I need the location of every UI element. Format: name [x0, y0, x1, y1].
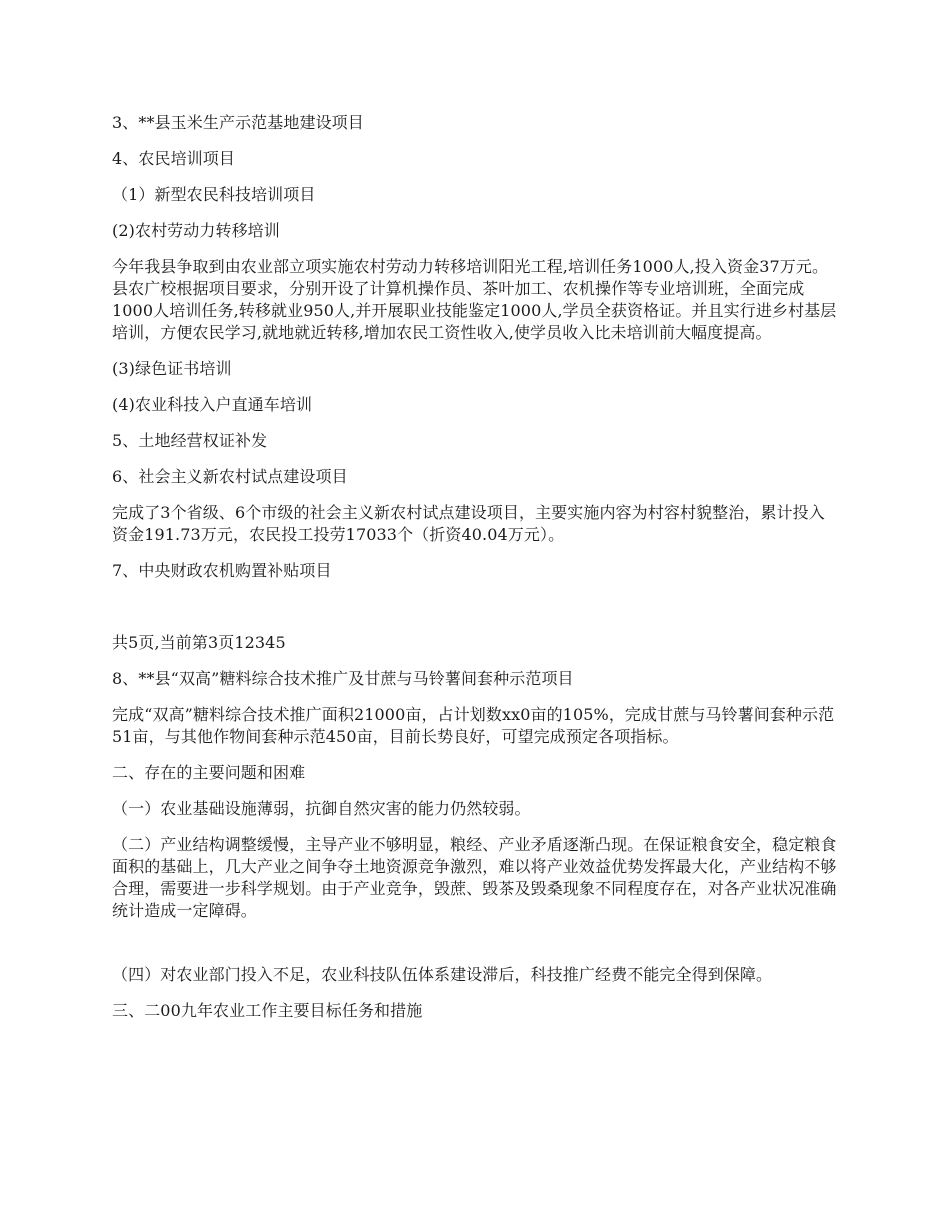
body-sugar-project: 完成“双高”糖料综合技术推广面积21000亩，占计划数xx0亩的105%，完成甘蔗与马铃薯间套种示范51亩，与其他作物间套种示范450亩，目前长势良好，可望完成预定各项指标。 — [112, 705, 835, 746]
heading-machinery-subsidy: 7、中央财政农机购置补贴项目 — [112, 561, 332, 580]
heading-labor-transfer: (2)农村劳动力转移培训 — [112, 221, 280, 240]
body-new-village: 完成了3个省级、6个市级的社会主义新农村试点建设项目，主要实施内容为村容村貌整治，累计投入资金191.73万元，农民投工投劳17033个（折资40.04万元）。 — [112, 503, 825, 544]
problem-2: （二）产业结构调整缓慢，主导产业不够明显，粮经、产业矛盾逐渐凸现。在保证粮食安全，稳定粮食面积的基础上，几大产业之间争夺土地资源竞争激烈，难以将产业效益优势发挥最大化，产业结构不够合理，需要进一步科学规划。由于产业竞争，毁蔗、毁茶及毁桑现象不同程度存在，对各产业状况准确统计造成一定障碍。 — [112, 835, 837, 920]
pagination-text: 共5页,当前第3页12345 — [112, 633, 286, 652]
heading-green-cert: (3)绿色证书培训 — [112, 359, 232, 378]
heading-new-farmer-training: （1）新型农民科技培训项目 — [112, 185, 316, 204]
heading-farmer-training: 4、农民培训项目 — [112, 149, 235, 168]
heading-2009-goals: 三、二00九年农业工作主要目标任务和措施 — [112, 1001, 423, 1020]
heading-tech-household: (4)农业科技入户直通车培训 — [112, 395, 313, 414]
heading-problems: 二、存在的主要问题和困难 — [112, 763, 306, 782]
heading-corn-base: 3、**县玉米生产示范基地建设项目 — [112, 113, 364, 132]
heading-land-cert: 5、土地经营权证补发 — [112, 431, 268, 450]
heading-new-village: 6、社会主义新农村试点建设项目 — [112, 467, 348, 486]
problem-1: （一）农业基础设施薄弱，抗御自然灾害的能力仍然较弱。 — [112, 799, 531, 818]
body-labor-transfer: 今年我县争取到由农业部立项实施农村劳动力转移培训阳光工程,培训任务1000人,投入资金37万元。县农广校根据项目要求，分别开设了计算机操作员、茶叶加工、农机操作等专业培训班，全面完成1000人培训任务,转移就业950人,并开展职业技能鉴定1000人,学员全获资格证。并且实行进乡村基层培训，方便农民学习,就地就近转移,增加农民工资性收入,使学员收入比未培训前大幅度提高。 — [112, 257, 837, 342]
heading-sugar-project: 8、**县“双高”糖料综合技术推广及甘蔗与马铃薯间套种示范项目 — [112, 669, 574, 688]
document-page — [112, 112, 840, 1036]
problem-4: （四）对农业部门投入不足，农业科技队伍体系建设滞后，科技推广经费不能完全得到保障。 — [112, 965, 773, 984]
